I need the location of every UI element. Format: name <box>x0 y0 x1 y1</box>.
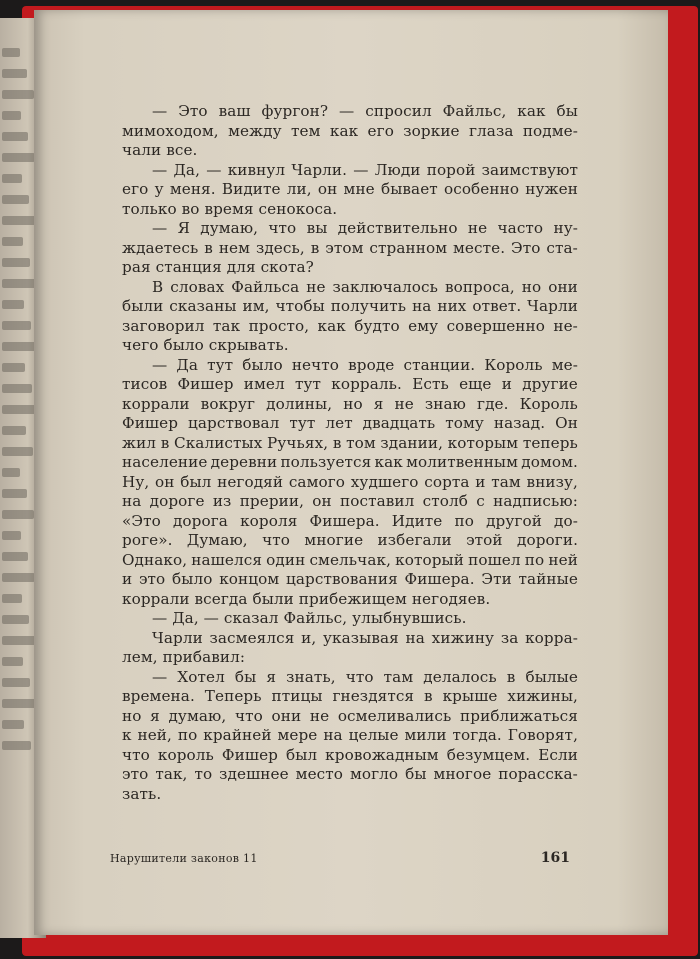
ghost-line <box>2 510 34 519</box>
text-line: но я думаю, что они не осмеливались приближаться <box>122 706 578 725</box>
text-line: население деревни пользуется как молитвенным домом. <box>122 453 578 471</box>
book-page <box>34 10 668 935</box>
text-line: лем, прибавил: <box>122 648 246 666</box>
printer-signature: Нарушители законов 11 <box>110 852 258 865</box>
text-line: заговорил так просто, как будто ему совершенно не- <box>122 316 578 335</box>
ghost-line <box>2 48 20 57</box>
ghost-line <box>2 300 24 309</box>
ghost-line <box>2 216 36 225</box>
ghost-line <box>2 615 29 624</box>
page-body-text <box>122 102 578 804</box>
text-line: коррали вокруг долины, но я не знаю где. Король <box>122 394 578 413</box>
ghost-line <box>2 132 28 141</box>
text-line: и это было концом царствования Фишера. Эти тайные <box>122 570 578 588</box>
text-line: — Да тут было нечто вроде станции. Король ме- <box>152 355 578 374</box>
text-line: времена. Теперь птицы гнездятся в крыше хижины, <box>122 687 578 705</box>
ghost-line <box>2 174 22 183</box>
text-line: тисов Фишер имел тут корраль. Есть еще и другие <box>122 375 578 393</box>
text-line: — Да, — кивнул Чарли. — Люди порой заимствуют <box>152 160 578 179</box>
text-line: это так, то здешнее место могло бы многое порасска- <box>122 765 578 783</box>
text-line: — Да, — сказал Файльс, улыбнувшись. <box>152 609 467 627</box>
text-line: Ну, он был негодяй самого худшего сорта и там внизу, <box>122 472 578 491</box>
text-line: коррали всегда были прибежищем негодяев. <box>122 589 491 608</box>
ghost-line <box>2 363 25 372</box>
ghost-line <box>2 426 26 435</box>
ghost-line <box>2 90 34 99</box>
ghost-line <box>2 741 31 750</box>
text-line: были сказаны им, чтобы получить на них ответ. Чарли <box>122 297 578 315</box>
ghost-line <box>2 153 35 162</box>
text-line: чали все. <box>122 141 198 159</box>
ghost-line <box>2 594 22 603</box>
ghost-line <box>2 195 29 204</box>
ghost-line <box>2 321 31 330</box>
text-line: Чарли засмеялся и, указывая на хижину за корра- <box>152 628 578 647</box>
text-line: ждаетесь в нем здесь, в этом странном месте. Это ста- <box>122 238 578 257</box>
text-line: его у меня. Видите ли, он мне бывает особенно нужен <box>122 180 578 198</box>
ghost-line <box>2 657 23 666</box>
ghost-line <box>2 69 27 78</box>
text-line: рая станция для скота? <box>122 258 314 276</box>
text-line: — Это ваш фургон? — спросил Файльс, как бы <box>152 102 578 120</box>
ghost-line <box>2 111 21 120</box>
text-line: роге». Думаю, что многие избегали этой дороги. <box>122 531 578 549</box>
text-line: зать. <box>122 784 162 803</box>
text-line: В словах Файльса не заключалось вопроса, но они <box>152 277 578 296</box>
text-line: что король Фишер был кровожадным безумцем. Если <box>122 745 578 764</box>
ghost-line <box>2 279 37 288</box>
ghost-line <box>2 531 21 540</box>
text-line: только во время сенокоса. <box>122 199 338 218</box>
page-number: 161 <box>540 850 570 866</box>
text-line: — Хотел бы я знать, что там делалось в былые <box>152 667 578 686</box>
text-line: — Я думаю, что вы действительно не часто ну- <box>152 219 578 237</box>
ghost-line <box>2 489 27 498</box>
ghost-line <box>2 237 23 246</box>
ghost-line <box>2 384 32 393</box>
ghost-line <box>2 342 38 351</box>
ghost-line <box>2 699 37 708</box>
text-line: Однако, нашелся один смельчак, который пошел по ней <box>122 550 578 569</box>
text-line: жил в Скалистых Ручьях, в том здании, которым теперь <box>122 433 578 452</box>
ghost-line <box>2 447 33 456</box>
ghost-line <box>2 258 30 267</box>
text-line: мимоходом, между тем как его зоркие глаза подме- <box>122 121 578 140</box>
ghost-line <box>2 678 30 687</box>
text-line: на дороге из прерии, он поставил столб с надписью: <box>122 492 578 510</box>
ghost-line <box>2 468 20 477</box>
ghost-line <box>2 552 28 561</box>
text-line: Фишер царствовал тут лет двадцать тому назад. Он <box>122 414 578 432</box>
ghost-line <box>2 720 24 729</box>
ghost-line <box>2 636 36 645</box>
text-line: «Это дорога короля Фишера. Идите по другой до- <box>122 511 578 530</box>
ghost-line <box>2 573 35 582</box>
text-line: чего было скрывать. <box>122 336 289 354</box>
text-line: к ней, по крайней мере на целые мили тогда. Говорят, <box>122 726 578 744</box>
